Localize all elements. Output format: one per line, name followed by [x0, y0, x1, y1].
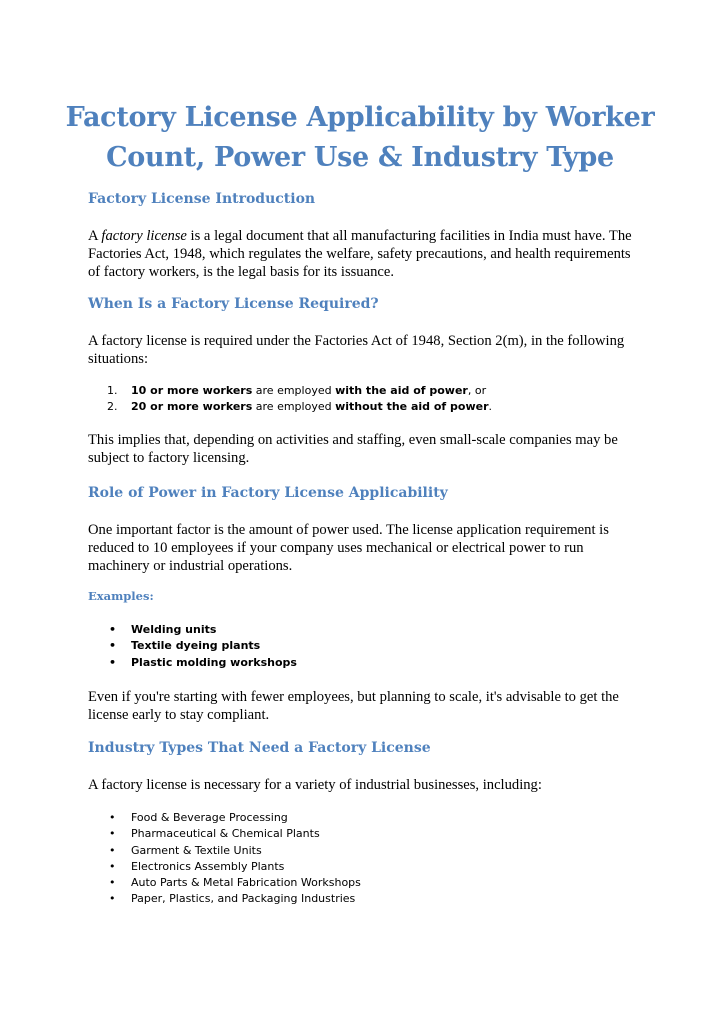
required-after-paragraph: This implies that, depending on activities and staffing, even small-scale companies may be subject to factory licensing.: [88, 432, 618, 466]
bullet-icon: •: [109, 655, 117, 669]
condition-power: without the aid of power: [335, 400, 489, 414]
condition-mid: are employed: [252, 384, 336, 397]
title-line-1: Factory License Applicability by Worker: [65, 102, 655, 133]
condition-tail: , or: [467, 384, 487, 397]
intro-emphasis: factory license: [101, 228, 187, 244]
bullet-icon: •: [109, 876, 116, 890]
list-number: 2.: [107, 400, 118, 414]
condition-item: [107, 399, 492, 415]
list-number: 1.: [107, 384, 118, 397]
industry-text: Food & Beverage Processing: [131, 811, 288, 824]
intro-rest: is a legal document that all manufacturing facilities in India must have. The Factories Act, 1948, which regulates the welfare, safety precautions, and health requirements of factory workers, is the legal basis for its issuance.: [88, 228, 632, 280]
bullet-icon: •: [109, 811, 116, 824]
example-text: Textile dyeing plants: [131, 639, 261, 653]
industry-item: [107, 810, 361, 826]
required-conditions-list: [107, 383, 492, 416]
industry-text: Auto Parts & Metal Fabrication Workshops: [131, 876, 361, 890]
bullet-icon: •: [109, 639, 117, 653]
heading-when-required: When Is a Factory License Required?: [88, 296, 379, 312]
bullet-icon: •: [109, 827, 116, 841]
example-item: [107, 638, 297, 654]
industry-item: [107, 859, 361, 875]
industry-text: Paper, Plastics, and Packaging Industries: [131, 892, 356, 906]
industry-item: [107, 843, 361, 859]
condition-power: with the aid of power: [335, 384, 468, 397]
required-paragraph: A factory license is required under the Factories Act of 1948, Section 2(m), in the following situations:: [88, 333, 625, 367]
bullet-icon: •: [109, 859, 116, 873]
industry-text: Electronics Assembly Plants: [131, 859, 285, 873]
bullet-icon: •: [109, 892, 116, 906]
intro-lead: A: [88, 228, 102, 244]
examples-list: [107, 622, 297, 671]
industry-item: [107, 826, 361, 842]
industry-item: [107, 875, 361, 891]
bullet-icon: •: [109, 623, 117, 636]
heading-industry-types: Industry Types That Need a Factory License: [88, 740, 431, 756]
power-paragraph: One important factor is the amount of power used. The license application requirement is reduced to 10 employees if your company uses mechanical or electrical power to run machinery or industrial operations.: [88, 522, 609, 574]
heading-role-of-power: Role of Power in Factory License Applicability: [88, 485, 448, 501]
industry-text: Garment & Textile Units: [131, 843, 262, 857]
example-text: Welding units: [131, 623, 217, 636]
condition-item: [107, 383, 492, 399]
bullet-icon: •: [109, 843, 116, 857]
power-after-paragraph: Even if you're starting with fewer employees, but planning to scale, it's advisable to get the license early to stay compliant.: [88, 689, 619, 723]
heading-introduction: Factory License Introduction: [88, 191, 316, 207]
industry-text: Pharmaceutical & Chemical Plants: [131, 827, 320, 841]
example-item: [107, 655, 297, 671]
document-title: [60, 98, 660, 178]
industry-paragraph: A factory license is necessary for a variety of industrial businesses, including:: [88, 777, 542, 793]
condition-workers: 20 or more workers: [131, 400, 253, 414]
condition-workers: 10 or more workers: [131, 384, 253, 397]
example-item: [107, 622, 297, 638]
condition-tail: .: [488, 400, 493, 414]
intro-paragraph: [88, 227, 636, 281]
example-text: Plastic molding workshops: [131, 655, 297, 669]
title-line-2: Count, Power Use & Industry Type: [106, 142, 614, 173]
industry-item: [107, 891, 361, 907]
examples-label: Examples:: [88, 589, 154, 603]
condition-mid: are employed: [252, 400, 336, 414]
industry-list: [107, 810, 361, 908]
